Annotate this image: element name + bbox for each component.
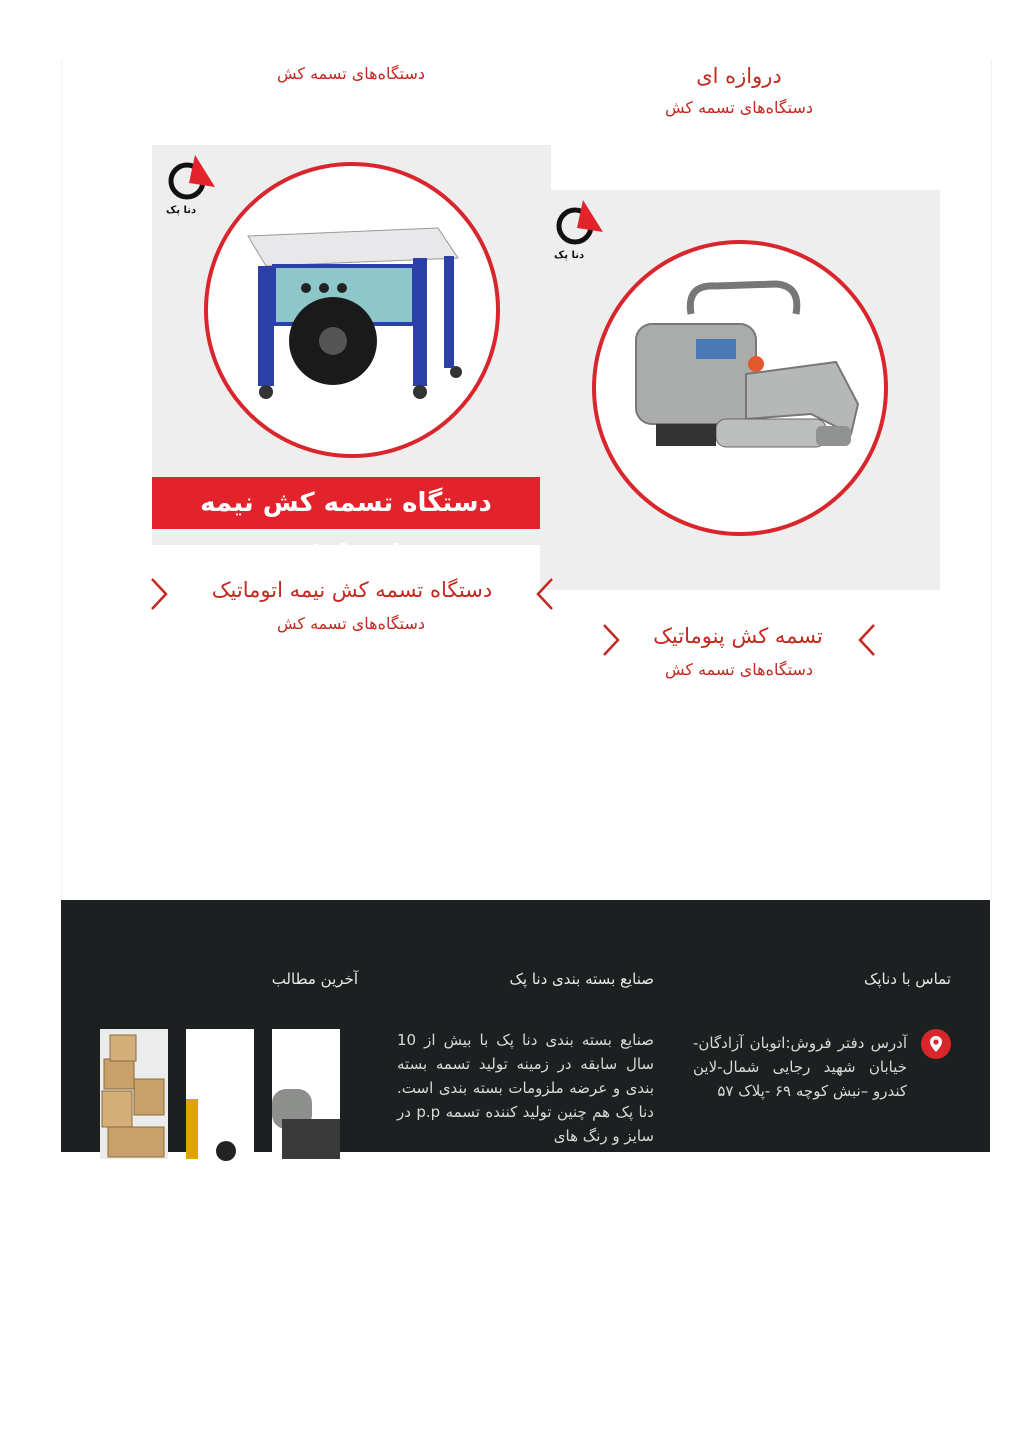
footer-about-text: صنایع بسته بندی دنا پک با بیش از 10 سال سابقه در زمینه تولید تسمه بسته بندی و عرضه ملزومات بسته بندی است. دنا پک هم چنین تولید کننده تسمه p.p در سایز و رنگ های	[397, 1031, 654, 1145]
chevron-left-icon[interactable]	[534, 577, 556, 611]
strapping-machine-illustration	[208, 166, 496, 454]
product-image-semi-automatic[interactable]	[152, 145, 551, 570]
product-category[interactable]: دستگاه‌های تسمه کش	[276, 614, 426, 633]
brand-logo-icon	[553, 198, 605, 250]
latest-post-image	[272, 1029, 340, 1159]
brand-logo-text: دنا پک	[166, 205, 197, 216]
product-title[interactable]: دروازه ای	[696, 64, 782, 88]
product-category[interactable]: دستگاه‌های تسمه کش	[664, 660, 814, 679]
product-title[interactable]: تسمه کش پنوماتیک	[653, 624, 823, 648]
latest-post-image	[186, 1029, 254, 1159]
latest-post-thumbnail[interactable]	[272, 1029, 340, 1159]
product-category[interactable]: دستگاه‌های تسمه کش	[664, 98, 814, 117]
latest-post-image	[100, 1029, 168, 1159]
product-category[interactable]: دستگاه‌های تسمه کش	[276, 64, 426, 83]
footer-heading-about: صنایع بسته بندی دنا پک	[509, 970, 654, 988]
chevron-right-icon[interactable]	[148, 577, 170, 611]
product-title[interactable]: دستگاه تسمه کش نیمه اتوماتیک	[211, 578, 493, 602]
location-pin-icon	[921, 1029, 951, 1059]
image-banner: دستگاه تسمه کش نیمه اتوماتیک	[152, 477, 540, 529]
brand-logo-text: دنا پک	[554, 250, 585, 261]
footer-heading-contact: تماس با دناپک	[863, 970, 951, 988]
pneumatic-tool-illustration	[596, 244, 884, 532]
site-footer	[61, 900, 990, 1152]
latest-post-thumbnail[interactable]	[100, 1029, 168, 1159]
chevron-right-icon[interactable]	[600, 623, 622, 657]
product-photo-frame	[592, 240, 888, 536]
product-image-pneumatic[interactable]	[540, 190, 940, 590]
chevron-left-icon[interactable]	[856, 623, 878, 657]
product-photo-frame	[204, 162, 500, 458]
latest-post-thumbnail[interactable]	[186, 1029, 254, 1159]
footer-address: آدرس دفتر فروش:اتوبان آزادگان-خیابان شهید رجایی شمال-لاین کندرو –نبش کوچه ۶۹ -پلاک ۵۷	[693, 1034, 907, 1100]
footer-heading-latest: آخرین مطالب	[271, 970, 358, 988]
product-grid	[61, 60, 992, 900]
